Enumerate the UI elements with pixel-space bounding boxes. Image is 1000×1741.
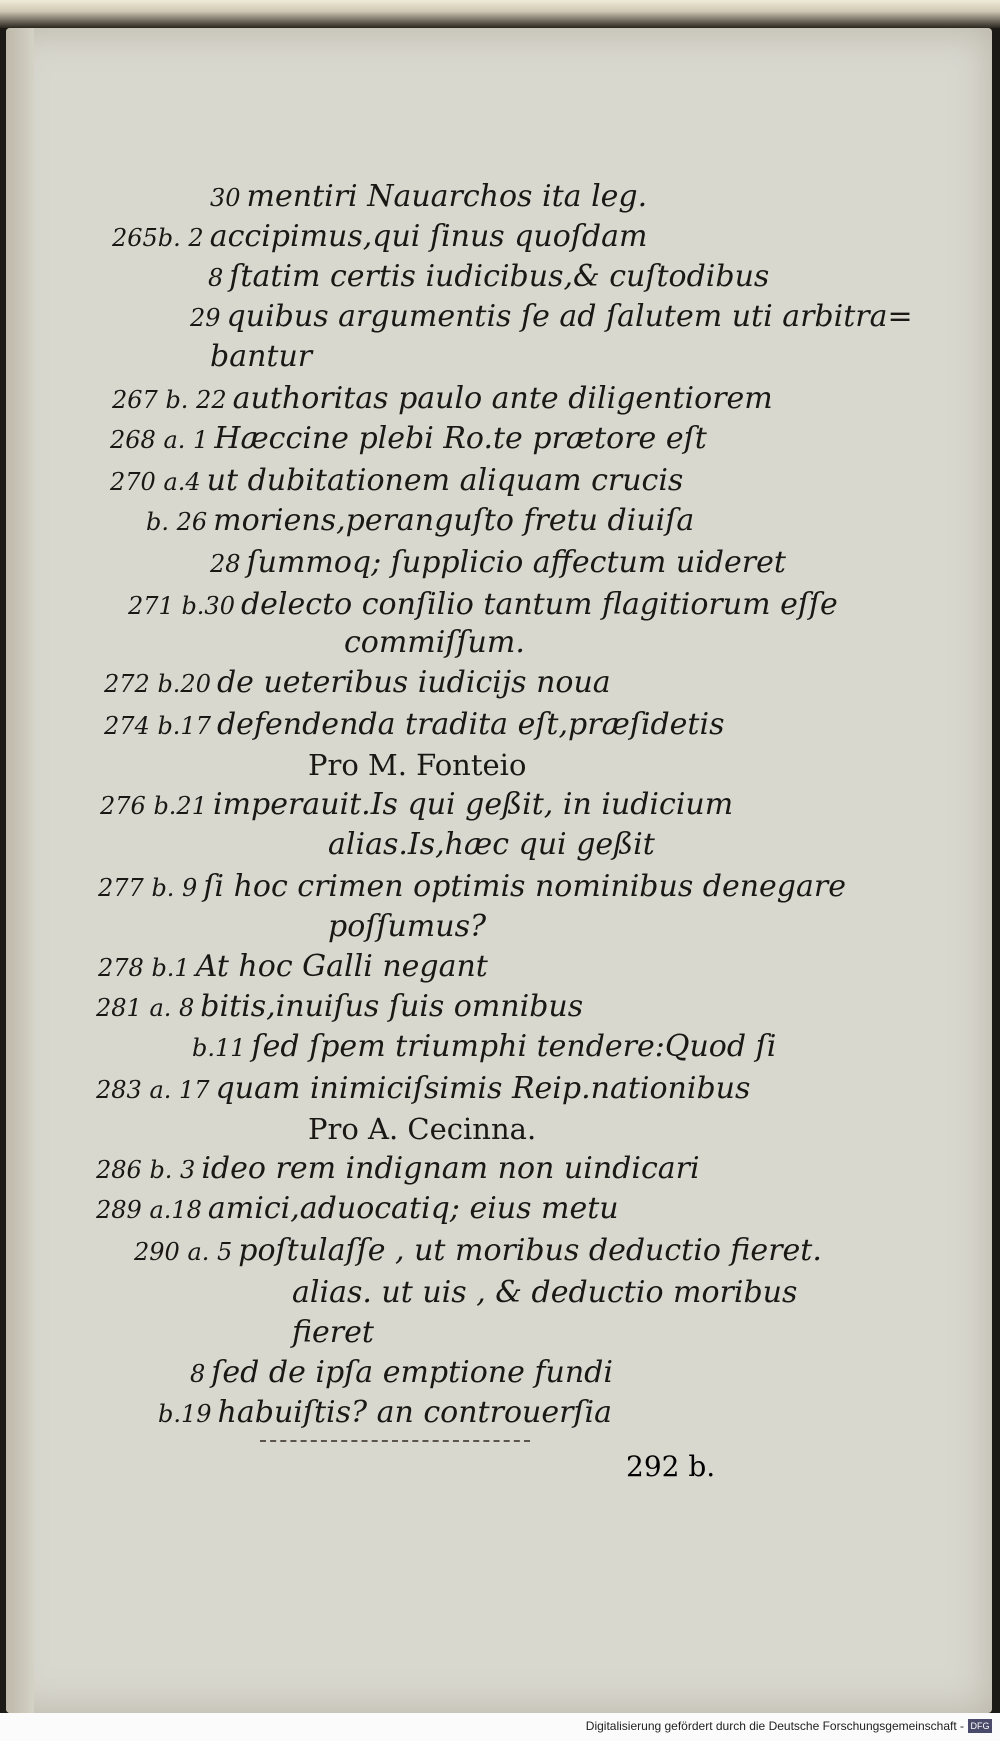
text-line (190, 298, 913, 337)
text-line (210, 178, 647, 217)
line-reference: 8 (190, 1360, 206, 1388)
text-line (208, 258, 769, 297)
line-reference: b.11 (192, 1034, 246, 1062)
line-text: Hæccine plebi Ro.te prætore eſt (214, 421, 707, 456)
line-text: poſſumus? (328, 909, 487, 944)
text-line (98, 948, 488, 987)
line-text: quam inimiciſsimis Reip.nationibus (215, 1071, 751, 1106)
line-reference: 278 b.1 (98, 954, 190, 982)
line-text: authoritas paulo ante diligentiorem (232, 381, 773, 416)
line-text: de ueteribus iudicijs noua (216, 665, 611, 700)
text-line (286, 1314, 374, 1353)
line-text: fieret (292, 1315, 374, 1350)
text-line (338, 624, 525, 663)
line-text: alias.Is,hæc qui geßit (328, 827, 655, 862)
line-text: ut dubitationem aliquam crucis (206, 463, 684, 498)
section-heading (302, 1110, 536, 1150)
line-text: alias. ut uis , & deductio moribus (292, 1275, 798, 1310)
text-line (112, 218, 647, 257)
line-reference: 290 a. 5 (134, 1238, 233, 1266)
text-line (98, 868, 846, 907)
line-text: amici,aduocatiq; eius metu (207, 1191, 619, 1226)
text-line (190, 1354, 613, 1393)
line-text: accipimus,qui ſinus quoſdam (209, 219, 648, 254)
line-text: poſtulaſſe , ut moribus deductio fieret. (238, 1233, 822, 1268)
line-text: Pro A. Cecinna. (308, 1112, 537, 1146)
line-reference: 272 b.20 (104, 670, 211, 698)
line-text: ſed de ipſa emptione fundi (211, 1355, 613, 1390)
text-line (96, 988, 583, 1027)
text-line (100, 786, 733, 825)
line-reference: b. 26 (146, 508, 208, 536)
line-reference: 271 b.30 (128, 592, 235, 620)
line-text: bitis,inuiſus ſuis omnibus (200, 989, 584, 1024)
text-line (96, 1070, 750, 1109)
line-text: bantur (210, 339, 313, 374)
line-text: At hoc Galli negant (195, 949, 488, 984)
line-text: mentiri Nauarchos ita leg. (246, 179, 648, 214)
line-text: ſtatim certis iudicibus,& cuſtodibus (229, 259, 770, 294)
text-line (204, 338, 312, 377)
text-line (286, 1274, 797, 1313)
text-line (192, 1028, 776, 1067)
line-text: delecto conſilio tantum flagitiorum eſſe (240, 587, 838, 622)
section-heading (302, 746, 526, 786)
line-reference: 267 b. 22 (112, 386, 227, 414)
text-line (96, 1150, 700, 1189)
line-reference: 8 (208, 264, 224, 292)
line-text: ideo rem indignam non uindicari (201, 1151, 700, 1186)
line-reference: 286 b. 3 (96, 1156, 196, 1184)
line-text: moriens,peranguſto fretu diuiſa (213, 503, 695, 538)
text-line (210, 544, 786, 583)
line-reference: 289 a.18 (96, 1196, 202, 1224)
line-reference: 274 b.17 (104, 712, 211, 740)
line-reference: 283 a. 17 (96, 1076, 210, 1104)
line-reference: b.19 (158, 1400, 212, 1428)
footer-credit: Digitalisierung gefördert durch die Deutsche Forschungsgemeinschaft - (585, 1719, 964, 1733)
line-reference: 276 b.21 (100, 792, 207, 820)
line-reference: 268 a. 1 (110, 426, 209, 454)
line-text: ſummoq; ſupplicio affectum uideret (246, 545, 786, 580)
dashed-rule (260, 1440, 530, 1442)
line-text: defendenda tradita eſt,præſidetis (216, 707, 725, 742)
text-line (322, 826, 655, 865)
line-text: ſi hoc crimen optimis nominibus denegare (203, 869, 846, 904)
line-reference: 265b. 2 (112, 224, 204, 252)
line-reference: 28 (210, 550, 241, 578)
text-line (104, 706, 724, 745)
text-line (112, 380, 773, 419)
text-line (146, 502, 694, 541)
dfg-logo: DFG (968, 1719, 992, 1733)
catchword: 292 b. (626, 1450, 716, 1483)
text-line (158, 1394, 612, 1433)
text-line (322, 908, 486, 947)
line-reference: 281 a. 8 (96, 994, 195, 1022)
line-text: commiſſum. (344, 625, 525, 660)
text-line (104, 664, 611, 703)
text-line (134, 1232, 822, 1271)
text-line (96, 1190, 619, 1229)
text-line (110, 462, 683, 501)
line-reference: 29 (190, 304, 221, 332)
line-text: ſed ſpem triumphi tendere:Quod ſi (251, 1029, 777, 1064)
line-text: Pro M. Fonteio (308, 748, 527, 782)
line-reference: 30 (210, 184, 241, 212)
line-text: imperauit.Is qui geßit, in iudicium (212, 787, 734, 822)
line-text: quibus argumentis ſe ad ſalutem uti arbitra= (226, 299, 913, 334)
line-text: habuiſtis? an controuerſia (217, 1395, 613, 1430)
line-reference: 277 b. 9 (98, 874, 198, 902)
text-line (128, 586, 838, 625)
text-line (110, 420, 707, 459)
line-reference: 270 a.4 (110, 468, 201, 496)
